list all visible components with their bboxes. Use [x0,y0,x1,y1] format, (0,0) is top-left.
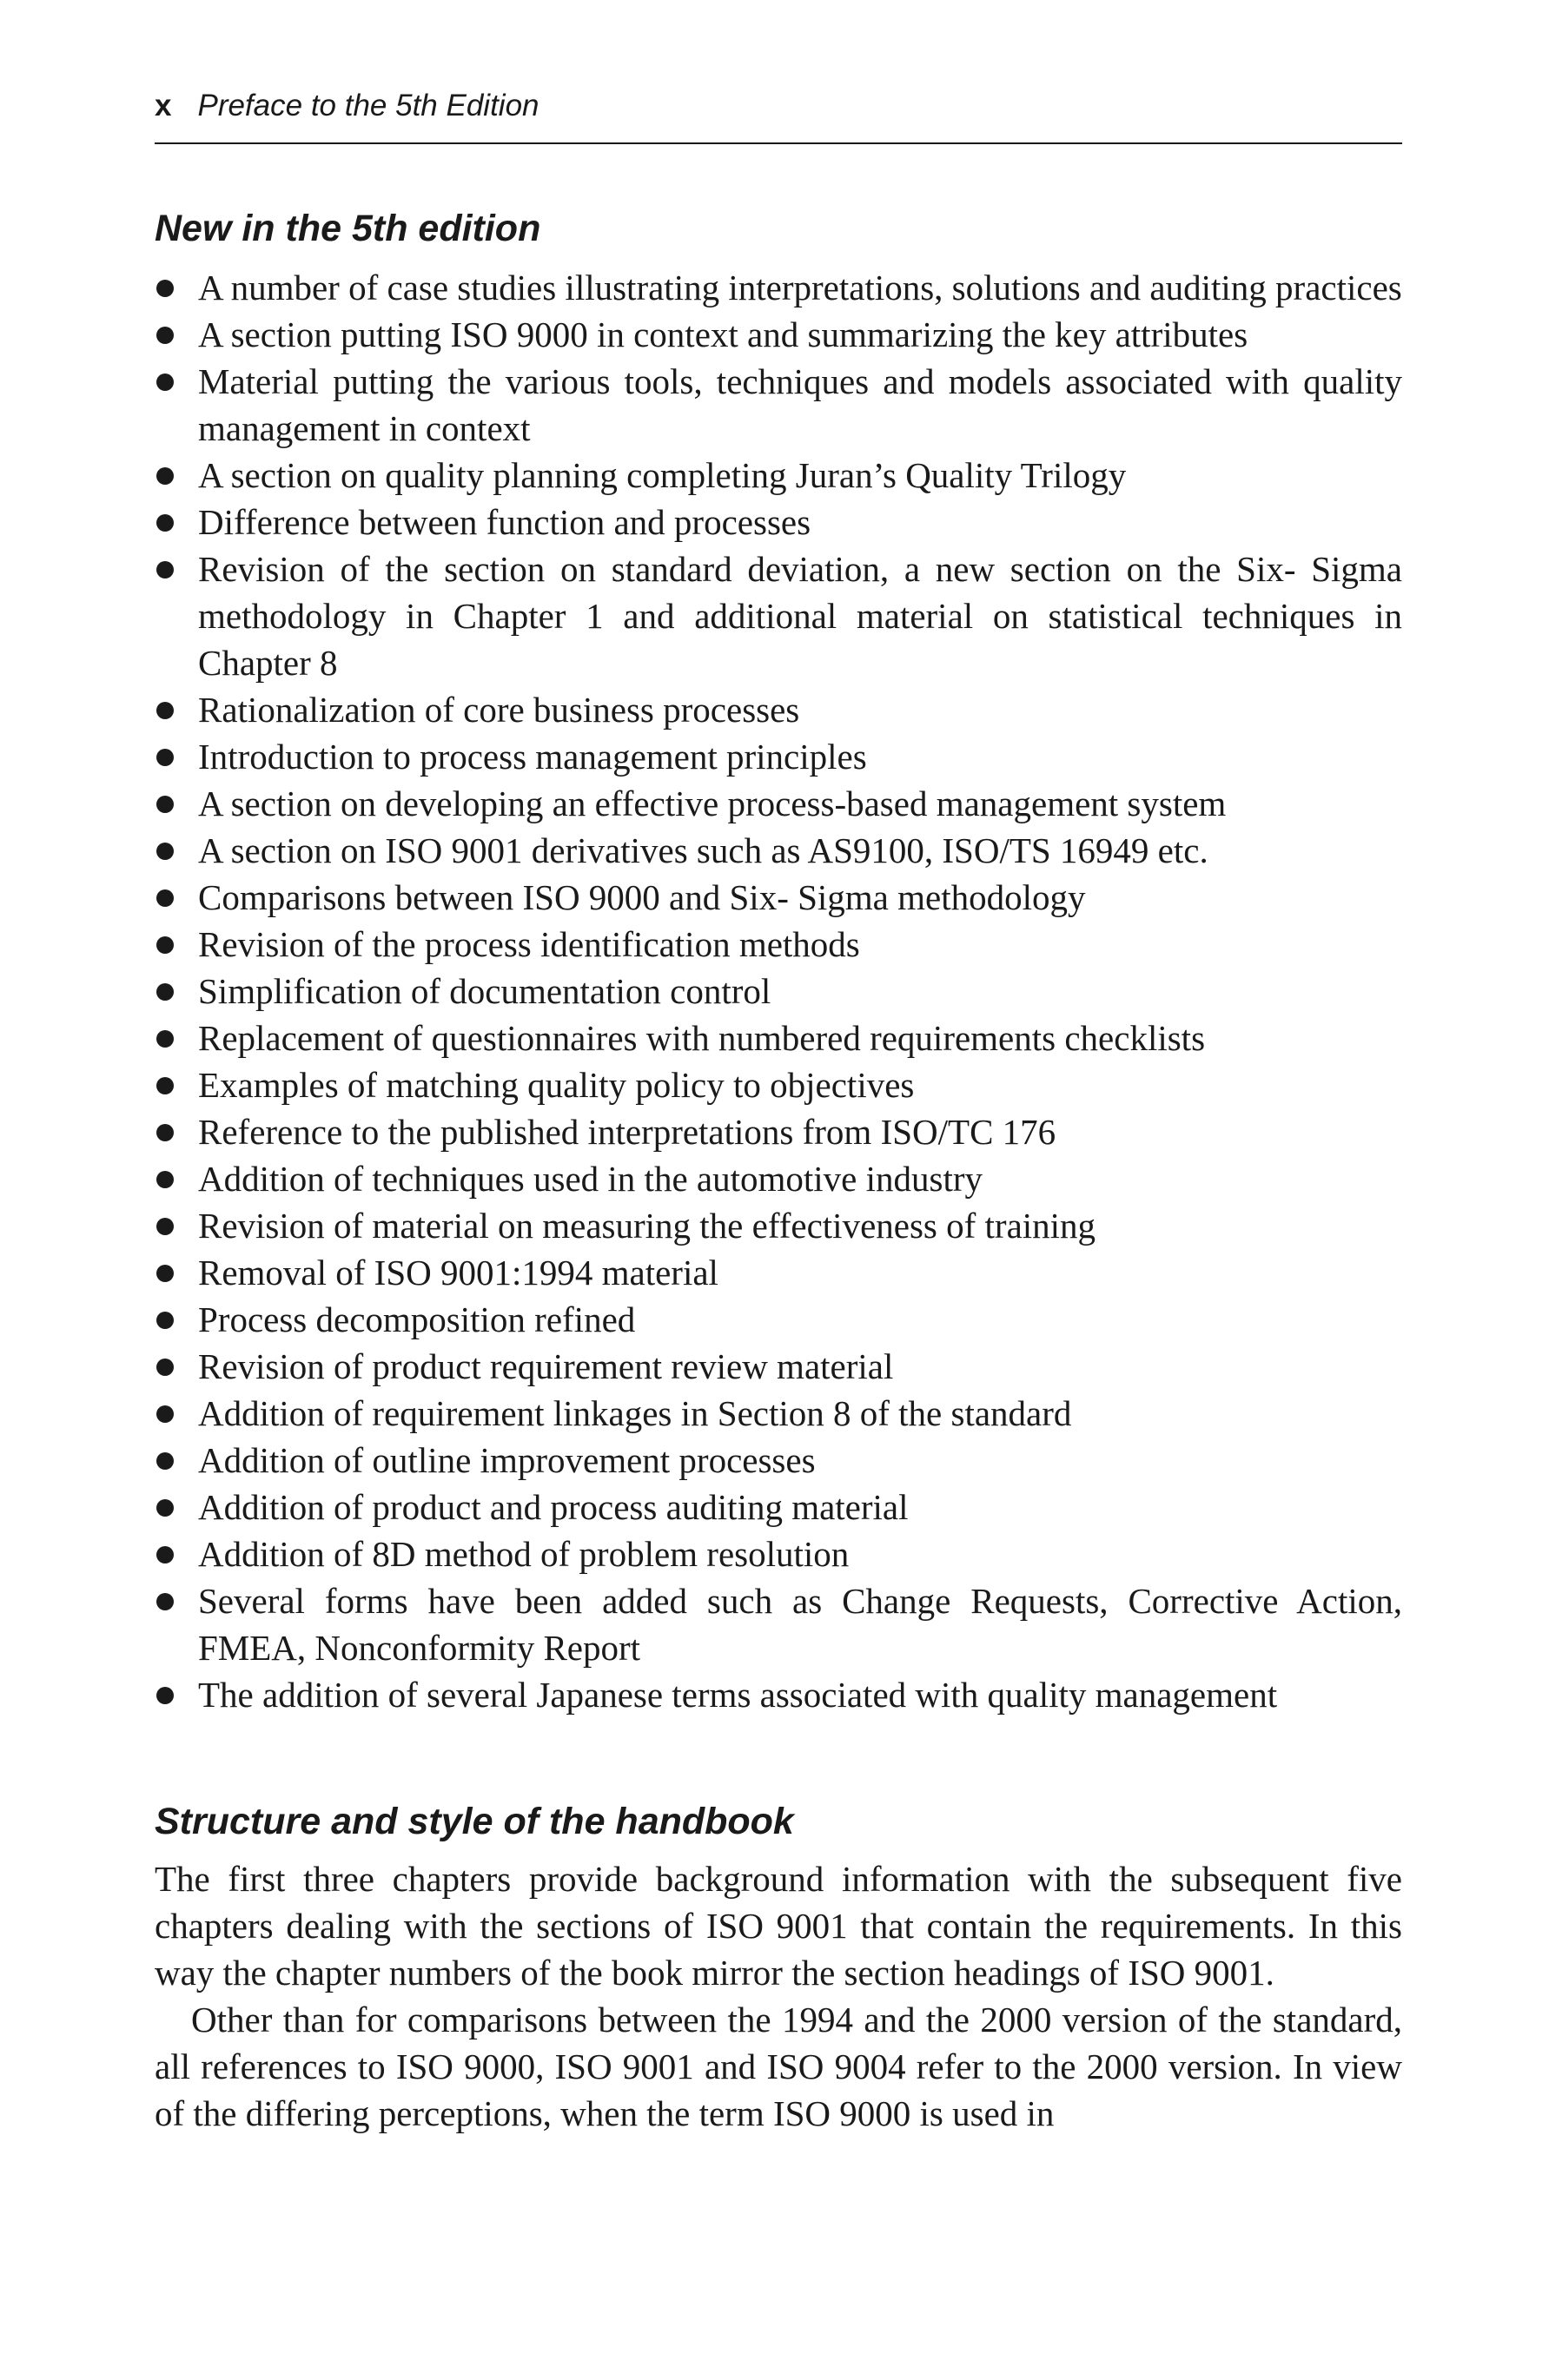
bullet-icon [156,280,174,297]
list-item-text: Examples of matching quality policy to objectives [198,1065,915,1105]
bullet-icon [156,1499,174,1517]
new-features-list [155,264,1402,1718]
list-item [155,1296,1402,1343]
bullet-icon [156,1124,174,1141]
list-item [155,1530,1402,1577]
bullet-icon [156,1359,174,1376]
list-item-text: Revision of the section on standard deviation, a new section on the Six- Sigma methodology in Chapter 1 and additional material on statistical techniques in Chapter 8 [198,549,1402,683]
bullet-icon [156,1077,174,1094]
bullet-icon [156,1265,174,1282]
list-item [155,1202,1402,1249]
list-item-text: Revision of product requirement review material [198,1346,894,1386]
list-item-text: A section on ISO 9001 derivatives such as AS9100, ISO/TS 16949 etc. [198,830,1208,870]
bullet-icon [156,1312,174,1329]
bullet-icon [156,1171,174,1188]
list-item-text: A number of case studies illustrating interpretations, solutions and auditing practices [198,268,1402,307]
list-item-text: Difference between function and processes [198,502,811,542]
section-heading-structure-and-style: Structure and style of the handbook [155,1801,794,1842]
bullet-icon [156,327,174,344]
list-item-text: Material putting the various tools, techniques and models associated with quality management in context [198,361,1402,448]
bullet-icon [156,936,174,954]
list-item [155,1155,1402,1202]
bullet-icon [156,374,174,391]
list-item-text: Addition of techniques used in the automotive industry [198,1159,983,1199]
list-item-text: Comparisons between ISO 9000 and Six- Sigma methodology [198,877,1086,917]
bullet-icon [156,1405,174,1423]
list-item-text: Addition of 8D method of problem resolution [198,1534,850,1574]
list-item [155,968,1402,1015]
section-heading-new-in-5th-edition: New in the 5th edition [155,208,541,249]
running-head [155,87,1402,144]
list-item-text: The addition of several Japanese terms associated with quality management [198,1675,1278,1715]
list-item [155,264,1402,311]
list-item [155,1108,1402,1155]
bullet-icon [156,843,174,860]
list-item [155,1015,1402,1061]
bullet-icon [156,796,174,813]
list-item [155,545,1402,686]
list-item-text: A section on developing an effective process-based management system [198,783,1227,823]
bullet-icon [156,889,174,907]
page-folio: x [155,89,172,122]
list-item [155,311,1402,358]
bullet-icon [156,561,174,578]
list-item [155,1577,1402,1671]
list-item [155,733,1402,780]
list-item [155,874,1402,921]
list-item-text: Addition of outline improvement processes [198,1440,816,1480]
book-page [155,87,1402,2137]
list-item-text: Introduction to process management principles [198,737,867,777]
list-item-text: Revision of the process identification methods [198,924,860,964]
list-item [155,827,1402,874]
list-item-text: A section on quality planning completing Juran’s Quality Trilogy [198,455,1127,495]
list-item-text: Addition of product and process auditing material [198,1487,909,1527]
bullet-icon [156,1218,174,1235]
list-item [155,1437,1402,1484]
bullet-icon [156,749,174,766]
list-item [155,1671,1402,1718]
list-item-text: Process decomposition refined [198,1299,636,1339]
list-item [155,1249,1402,1296]
list-item-text: Addition of requirement linkages in Section 8 of the standard [198,1393,1072,1433]
list-item-text: Simplification of documentation control [198,971,771,1011]
list-item-text: Rationalization of core business processes [198,690,800,730]
list-item [155,780,1402,827]
bullet-icon [156,1030,174,1048]
bullet-icon [156,467,174,485]
bullet-icon [156,1546,174,1564]
body-paragraph-1: The first three chapters provide background information with the subsequent five chapters dealing with the sections of ISO 9001 that contain the requirements. In this way the chapter numbers of the book mirror the section headings of ISO 9001. [155,1859,1402,1993]
bullet-icon [156,983,174,1001]
list-item-text: A section putting ISO 9000 in context and summarizing the key attributes [198,314,1248,354]
bullet-icon [156,1593,174,1610]
list-item [155,358,1402,452]
list-item [155,1343,1402,1390]
body-paragraph-2: Other than for comparisons between the 1994 and the 2000 version of the standard, all references to ISO 9000, ISO 9001 and ISO 9004 refer to the 2000 version. In view of the differing perceptions, when the term ISO 9000 is used in [155,2000,1402,2133]
bullet-icon [156,1687,174,1704]
list-item [155,921,1402,968]
list-item-text: Several forms have been added such as Change Requests, Corrective Action, FMEA, Nonconformity Report [198,1581,1402,1668]
list-item-text: Replacement of questionnaires with numbered requirements checklists [198,1018,1206,1058]
list-item [155,1390,1402,1437]
list-item [155,686,1402,733]
list-item-text: Reference to the published interpretations from ISO/TC 176 [198,1112,1056,1152]
list-item [155,499,1402,545]
list-item-text: Revision of material on measuring the effectiveness of training [198,1206,1096,1246]
list-item [155,1484,1402,1530]
list-item [155,1061,1402,1108]
running-head-title: Preface to the 5th Edition [197,89,540,122]
bullet-icon [156,702,174,719]
list-item [155,452,1402,499]
bullet-icon [156,514,174,532]
bullet-icon [156,1452,174,1470]
list-item-text: Removal of ISO 9001:1994 material [198,1253,718,1292]
